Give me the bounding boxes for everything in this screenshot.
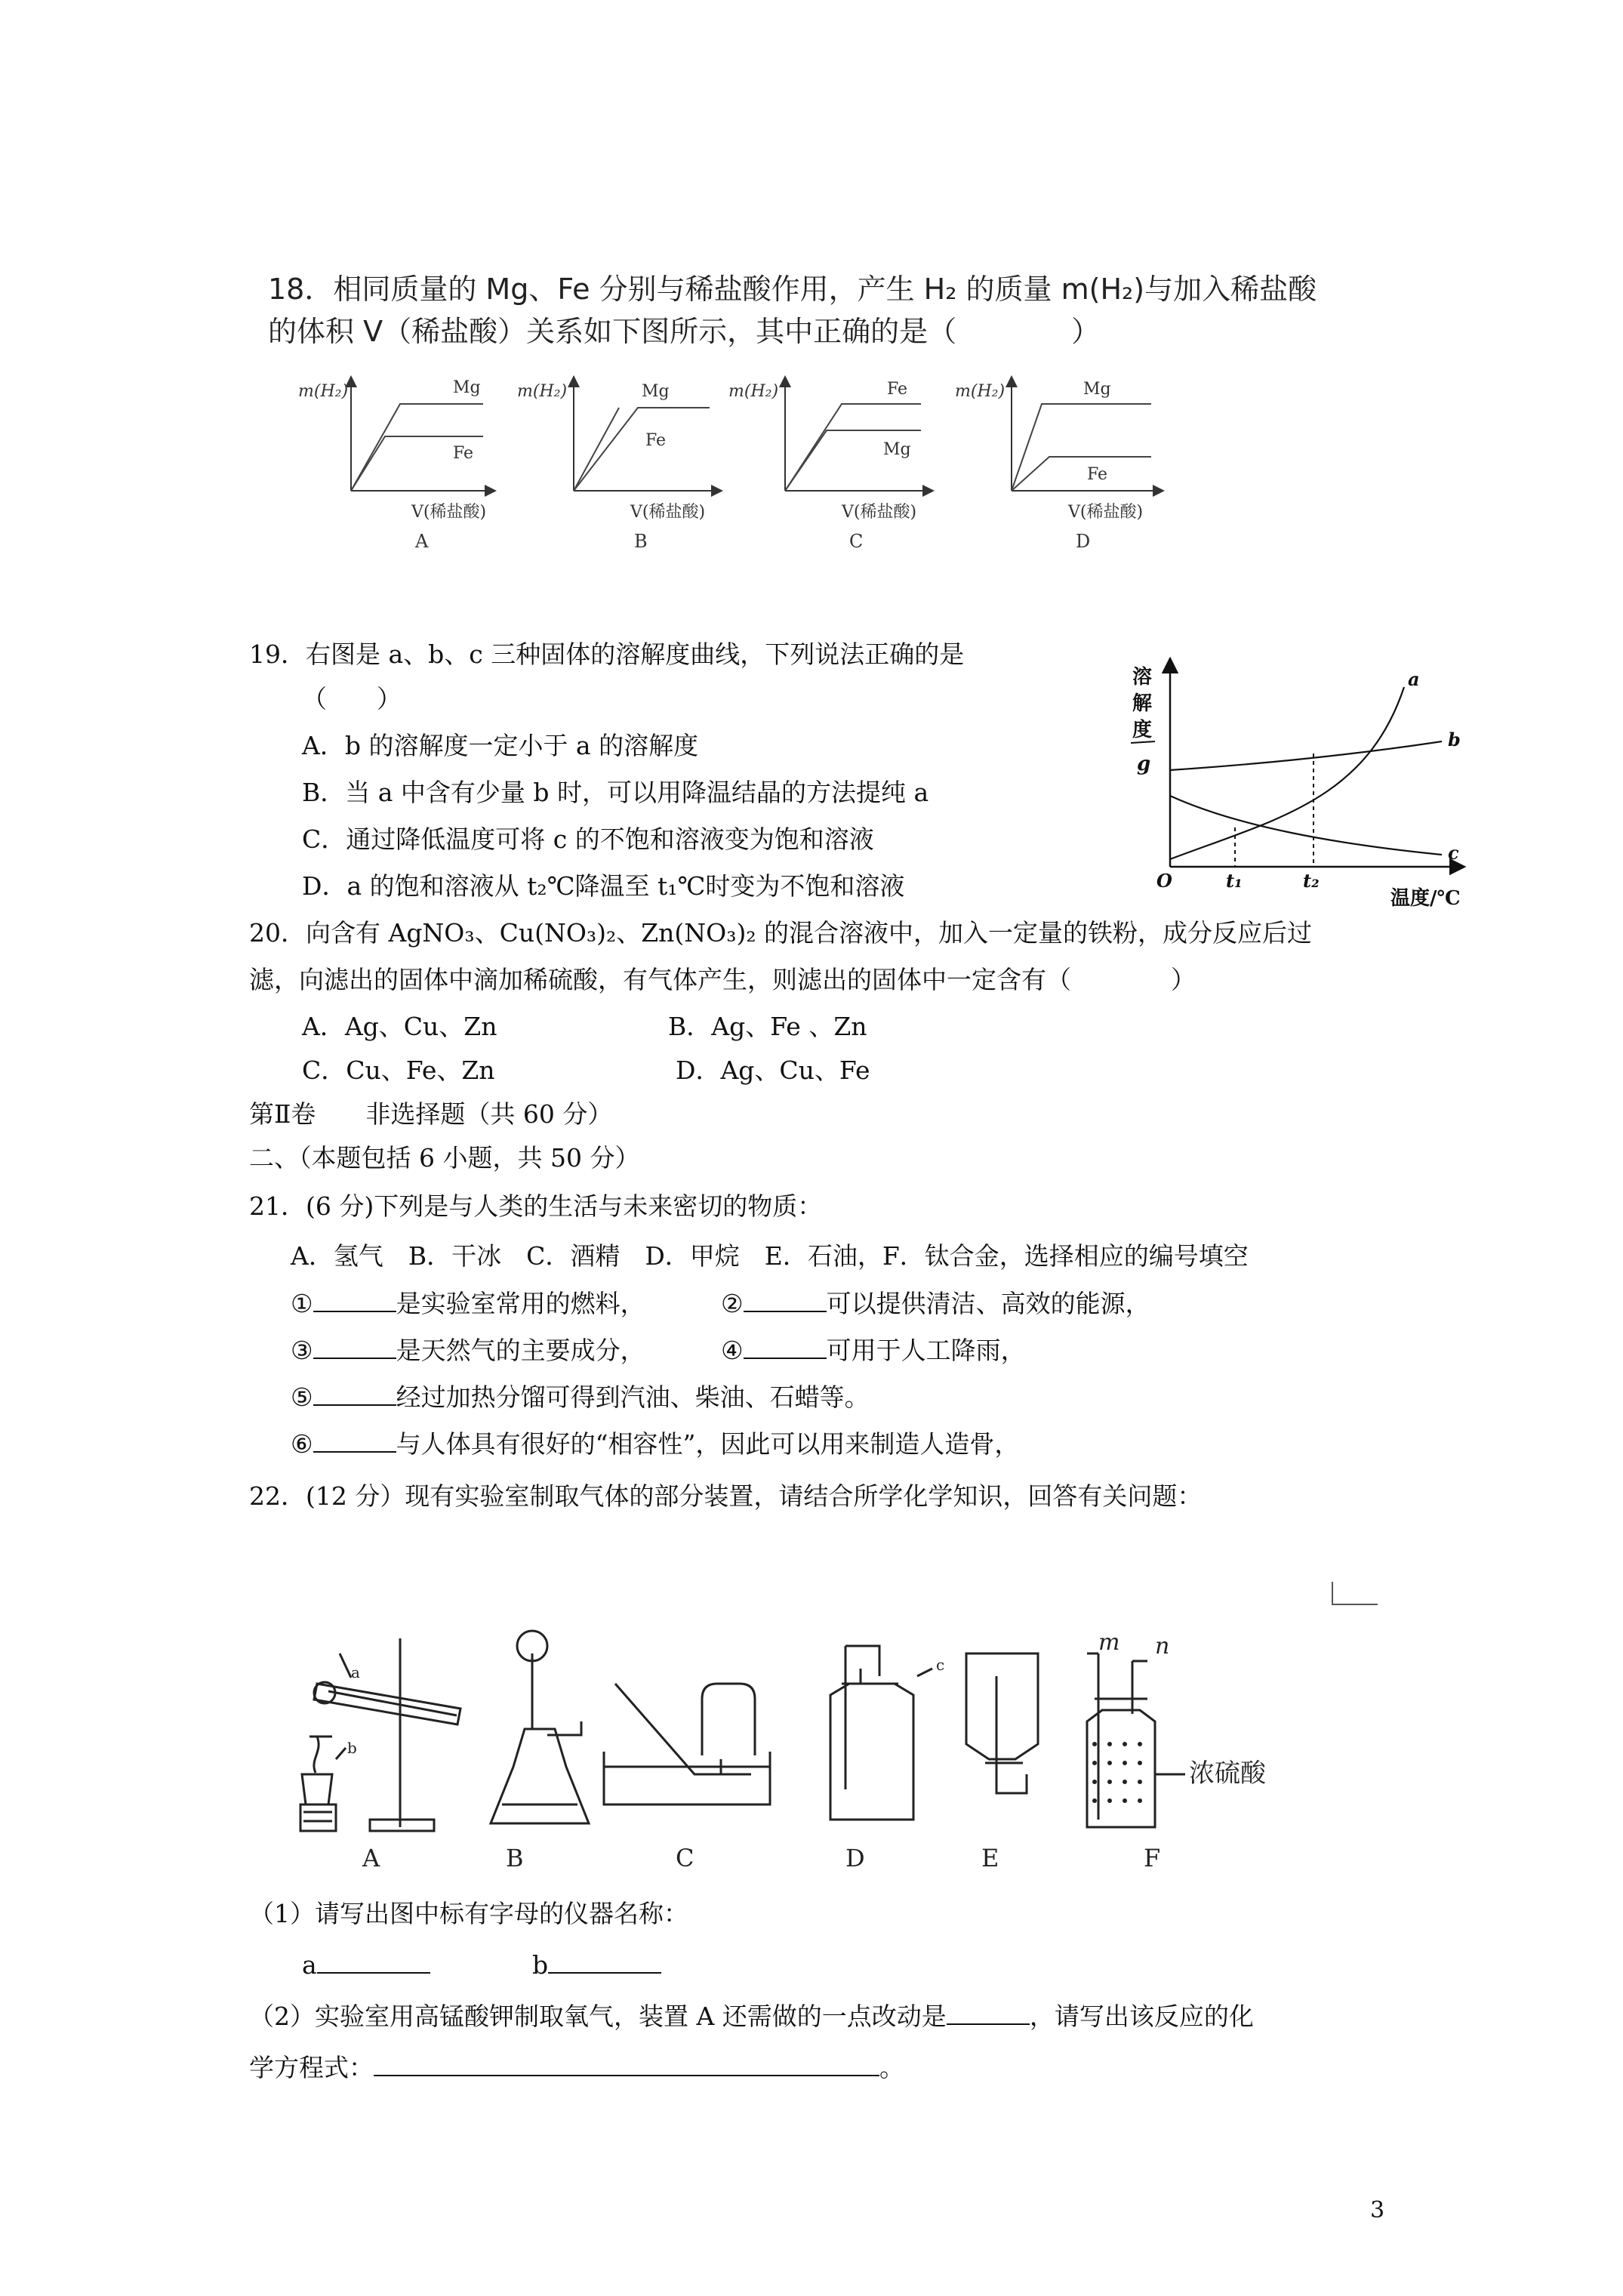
mark-b: b [347,1739,357,1757]
q19-paren: （ ） [302,684,402,713]
q21-blank-4-number: ④ [721,1336,744,1365]
q22-equation-label: 学方程式： [249,2053,374,2082]
apparatus-f [1087,1653,1185,1827]
q21-blank-6[interactable] [313,1428,396,1453]
apparatus-d [830,1646,932,1820]
chart-y-label-3: 度 [1132,719,1153,741]
q21-choices: A．氢气 B．干冰 C．酒精 D．甲烷 E．石油，F．钛合金，选择相应的编号填空 [291,1241,1249,1271]
curve-b-label: b [1448,729,1461,750]
q21-blank-3-text: 是天然气的主要成分， [396,1336,645,1365]
q21-blank-2-row [721,1288,1150,1319]
q20-option-b: B．Ag、Fe 、Zn [668,1012,867,1041]
q21-blank-2-text: 可以提供清洁、高效的能源， [826,1289,1150,1318]
q21-blank-2-number: ② [721,1289,744,1318]
apparatus-e [966,1653,1038,1793]
q20-option-d: D．Ag、Cu、Fe [676,1056,870,1085]
graph-c-upper-label: Fe [887,380,908,399]
chart-t1: t₁ [1226,870,1243,892]
q21-blank-3-row [291,1335,645,1366]
page-number: 3 [1370,2197,1385,2224]
graph-c-y-label: m(H₂) [728,382,779,401]
q19-option-b: B．当 a 中含有少量 b 时，可以用降温结晶的方法提纯 a [302,778,929,807]
q22-blank-b-label: b [532,1950,549,1980]
q19-stem: 19．右图是 a、b、c 三种固体的溶解度曲线，下列说法正确的是 [249,639,965,669]
apparatus-b [491,1631,589,1823]
app-label-b: B [506,1844,524,1872]
q19-option-a: A．b 的溶解度一定小于 a 的溶解度 [302,731,699,760]
graph-b-y-label: m(H₂) [517,382,568,401]
q18-line1: 18．相同质量的 Mg、Fe 分别与稀盐酸作用，产生 H₂ 的质量 m(H₂)与加入稀盐酸 [268,273,1317,306]
mark-a: a [351,1663,360,1681]
mark-c: c [936,1656,945,1674]
graph-a-y-label: m(H₂) [298,382,349,401]
q19-solubility-chart [1125,657,1495,914]
q20-option-a: A．Ag、Cu、Zn [302,1012,497,1041]
chart-x-label: 温度/℃ [1390,887,1461,910]
q20-line1: 20．向含有 AgNO₃、Cu(NO₃)₂、Zn(NO₃)₂ 的混合溶液中，加入一定量的铁粉，成分反应后过 [249,918,1313,948]
q22-blank-a-row [302,1949,430,1980]
q22-blank-a-label: a [302,1950,317,1980]
q21-blank-3[interactable] [313,1335,396,1359]
q21-blank-5-number: ⑤ [291,1382,313,1412]
graph-a-letter: A [415,531,429,552]
chart-y-label-2: 解 [1132,692,1153,715]
q22-equation-row [249,2052,904,2083]
graph-b-x-label: V(稀盐酸) [630,503,706,522]
q20-option-c: C．Cu、Fe、Zn [302,1056,495,1085]
graph-d-letter: D [1076,531,1091,552]
curve-c-label: c [1448,842,1459,864]
q22-apparatus-figure [287,1623,1344,1880]
graph-c [728,380,929,552]
app-label-a: A [362,1844,380,1872]
q18-graphs-figure [291,362,1181,559]
q22-part2-row [249,2001,1254,2032]
q21-blank-5-text: 经过加热分馏可得到汽油、柴油、石蜡等。 [396,1382,870,1412]
q21-blank-1-row [291,1288,645,1319]
graph-d-lower-label: Fe [1087,465,1108,484]
q22-blank-equation[interactable] [374,2052,879,2076]
q22-part2-text-b: ，请写出该反应的化 [1029,2002,1254,2031]
app-label-f: F [1144,1844,1161,1872]
q21-blank-6-row [291,1428,1019,1459]
q21-blank-1-number: ① [291,1289,313,1318]
graph-d-upper-label: Mg [1083,380,1111,399]
graph-c-lower-label: Mg [883,440,911,459]
acid-label: 浓硫酸 [1189,1758,1266,1789]
graph-a-x-label: V(稀盐酸) [411,503,487,522]
q21-blank-5[interactable] [313,1382,396,1406]
q18-line2: 的体积 V（稀盐酸）关系如下图所示，其中正确的是（ ） [268,315,1101,348]
acid-dots [1092,1742,1142,1803]
q22-blank-b-row [532,1949,661,1980]
graph-b-lower-label: Fe [645,431,667,450]
q21-blank-2[interactable] [744,1288,827,1312]
graph-d-x-label: V(稀盐酸) [1068,503,1144,522]
chart-y-label-1: 溶 [1132,666,1153,689]
q19-option-d: D．a 的饱和溶液从 t₂℃降温至 t₁℃时变为不饱和溶液 [302,871,905,901]
graph-b-letter: B [634,531,648,552]
q21-blank-6-text: 与人体具有很好的“相容性”，因此可以用来制造人造骨， [396,1429,1020,1459]
chart-t2: t₂ [1303,870,1320,892]
q21-blank-4[interactable] [744,1335,827,1359]
q22-blank-b[interactable] [548,1949,661,1974]
graph-a [298,378,491,552]
q22-part2-text-a: （2）实验室用高锰酸钾制取氧气，装置 A 还需做的一点改动是 [249,2002,947,2031]
graph-c-x-label: V(稀盐酸) [842,503,917,522]
graph-b-upper-label: Mg [642,382,670,401]
q22-equation-end: 。 [879,2053,904,2082]
apparatus-a [300,1638,460,1831]
app-label-d: D [845,1844,865,1872]
q21-blank-6-number: ⑥ [291,1429,313,1459]
q22-blank-a[interactable] [317,1949,430,1974]
corner-mark [1329,1578,1381,1608]
curve-b [1170,741,1442,770]
apparatus-c [604,1684,770,1804]
q21-blank-1-text: 是实验室常用的燃料， [396,1289,645,1318]
q21-blank-4-row [721,1335,1026,1366]
chart-y-label-unit: g [1137,753,1151,775]
section-part2-sub: 二、（本题包括 6 小题，共 50 分） [249,1143,640,1173]
q22-stem: 22．(12 分）现有实验室制取气体的部分装置，请结合所学化学知识，回答有关问题： [249,1481,1203,1511]
curve-a-label: a [1408,668,1420,690]
graph-d [955,380,1159,552]
app-label-c: C [676,1844,694,1872]
mark-n: n [1155,1633,1170,1660]
app-label-e: E [981,1844,999,1872]
curve-a [1170,687,1404,859]
graph-a-upper-label: Mg [453,378,481,397]
section-part2: 第Ⅱ卷 非选择题（共 60 分） [249,1099,613,1129]
q19-option-c: C．通过降低温度可将 c 的不饱和溶液变为饱和溶液 [302,824,874,854]
q22-part1: （1）请写出图中标有字母的仪器名称： [249,1899,688,1928]
q21-blank-1[interactable] [313,1288,396,1312]
chart-origin: O [1156,870,1172,892]
mark-m: m [1098,1629,1120,1656]
graph-b [517,381,717,552]
q22-blank-change[interactable] [947,2001,1030,2025]
graph-a-lower-label: Fe [453,444,474,463]
q20-line2: 滤，向滤出的固体中滴加稀硫酸，有气体产生，则滤出的固体中一定含有（ ） [249,965,1196,994]
q21-stem: 21．(6 分)下列是与人类的生活与未来密切的物质： [249,1191,823,1221]
q21-blank-3-number: ③ [291,1336,313,1365]
graph-d-y-label: m(H₂) [955,382,1006,401]
graph-c-letter: C [849,531,864,552]
q21-blank-5-row [291,1382,870,1413]
q21-blank-4-text: 可用于人工降雨， [826,1336,1026,1365]
